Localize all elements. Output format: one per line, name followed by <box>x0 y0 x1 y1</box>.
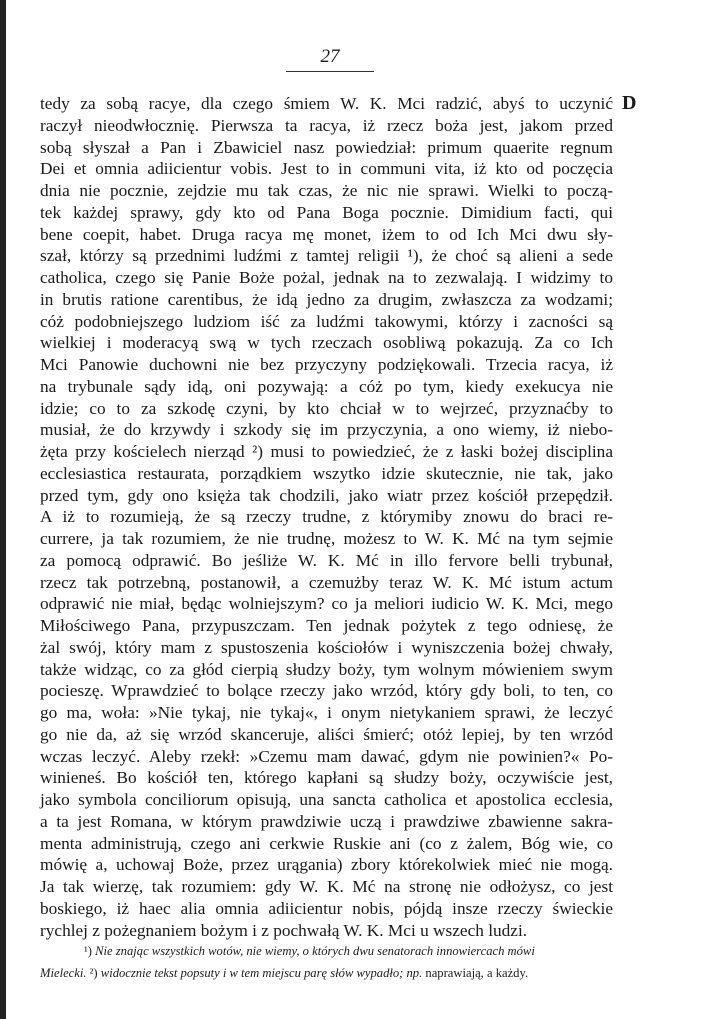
text-line: menta administrują, czego ani cerkwie Ruskie ani (co z żalem, Bóg wie, co <box>40 833 613 853</box>
text-line: Ja tak wierzę, tak rozumiem: gdy W. K. Mć na stronę nie odłożysz, co jest <box>40 877 613 896</box>
text-line: dnia nie pocznie, zejdzie mu tak czas, że nic nie sprawi. Wielki to począ- <box>40 181 613 200</box>
text-line: mówię a, uchowaj Boże, przez urągania) zbory którekolwiek mieć nie mogą. <box>40 855 613 875</box>
text-line: Miłościwego Pana, przypuszczam. Ten jednak pożytek z tego odniesę, że <box>40 616 613 635</box>
text-line: jako symbola conciliorum opisują, una sancta catholica et apostolica ecclesia, <box>40 790 613 809</box>
text-line: wczas leczyć. Aleby rzekł: »Czemu mam dawać, gdym nie powinien?« Po- <box>40 746 613 766</box>
text-line: catholica, czego się Panie Boże pożal, jednak na to zezwalają. I widzimy to <box>40 268 613 287</box>
text-line: Dei et omnia adiicientur vobis. Jest to in communi vita, iż kto od poczęcia <box>40 159 613 179</box>
text-line: boskiego, iż haec alia omnia adiicientur nobis, pójdą insze rzeczy świeckie <box>40 898 613 918</box>
text-line: currere, ja tak rozumiem, że nie trudnę, możesz to W. K. Mć na tym sejmie <box>40 529 613 548</box>
text-line: A iż to rozumieją, że są rzeczy trudne, z którymiby znowu do braci re- <box>40 507 613 527</box>
footnote-1-text: Nie znając wszystkich wotów, nie wiemy, o których dwu senatorach innowiercach mówi <box>95 944 535 958</box>
text-line: sobą słyszał a Pan i Zbawiciel nasz powiedział: primum quaerite regnum <box>40 137 613 157</box>
footnote-2-tail: naprawiają, a każdy. <box>425 966 529 980</box>
footnote-1 <box>40 940 613 962</box>
text-line: odprawić nie miał, będąc wolniejszym? co ja meliori iudicio W. K. Mci, mego <box>40 594 613 614</box>
text-line: a ta jest Romana, w którym prawdziwie uczą i prawdziwe zbawienne sakra- <box>40 811 613 831</box>
page-number-rule <box>286 71 374 72</box>
text-line: musiał, że do krzywdy i szkody się im przyczynia, a ono wiemy, iż niebo- <box>40 420 613 440</box>
text-line: Mci Panowie duchowni nie bez przyczyny podziękowali. Trzecia racya, iż <box>40 355 613 374</box>
text-line: rychlej z pożegnaniem bożym i z pochwałą W. K. Mci u wszech ludzi. <box>40 920 528 940</box>
text-line: ecclesiastica restaurata, porządkiem wszytko idzie skutecznie, nie tak, jako <box>40 463 613 483</box>
text-line: tek każdej sprawy, gdy kto od Pana Boga pocznie. Dimidium facti, qui <box>40 202 613 222</box>
text-line: wielkiej i moderacyą swą w tych rzeczach osobliwą pokazują. Za co Ich <box>40 333 613 353</box>
text-line: żal swój, który mam z spustoszenia kościołów i wyniszczenia bożej chwały, <box>40 637 613 657</box>
scan-edge <box>0 0 6 1019</box>
text-line: cóż podobniejszego ludziom iść za ludźmi takowymi, którzy i zacności są <box>40 311 613 331</box>
body-text <box>40 93 613 941</box>
text-line: żęta przy kościelech nierząd ²) musi to powiedzieć, że z łaski bożej disciplina <box>40 442 613 461</box>
text-line: tedy za sobą racye, dla czego śmiem W. K. Mci radzić, abyś to uczynić <box>40 94 613 113</box>
text-line: za pomocą odprawić. Bo jeśliże W. K. Mć in illo fervore belli trybunał, <box>40 550 613 570</box>
text-line: raczył nieodwłocznię. Pierwsza ta racya, iż rzecz boża jest, jakom przed <box>40 115 613 135</box>
text-line: przed tym, gdy ono księża tak chodzili, jako wiatr przez kościół przepędził. <box>40 485 613 505</box>
text-line: go nie da, aż się wrzód skanceruje, aliści śmierć; otóż lepiej, by ten wrzód <box>40 724 613 744</box>
text-line: pocieszę. Wprawdzieć to bolące rzeczy jako wrzód, który gdy boli, to ten, co <box>40 681 613 701</box>
text-line: idzie; co to za szkodę czyni, by kto chciał w to wejrzeć, przyznaćby to <box>40 398 613 418</box>
footnotes <box>40 940 613 984</box>
footnote-2-marker: ²) <box>89 966 98 980</box>
text-line: na trybunale sądy idą, oni pozywają: a cóż po tym, kiedy exekucya nie <box>40 376 613 396</box>
footnote-1-marker: ¹) <box>84 944 92 958</box>
text-line: go ma, woła: »Nie tykaj, nie tykaj«, i onym nietykaniem sprawi, że leczyć <box>40 703 613 722</box>
text-line: rzecz tak potrzebną, postanowił, a czemużby teraz W. K. Mć istum actum <box>40 572 613 592</box>
footnote-2 <box>40 962 613 984</box>
footnote-2-text: widocznie tekst popsuty i w tem miejscu parę słów wypadło; np. <box>100 966 423 980</box>
page-number: 27 <box>320 46 340 67</box>
footnote-1-continuation: Mielecki. <box>40 966 87 980</box>
text-line: także widząc, co za głód cierpią słudzy boży, tym wolnym mówieniem swym <box>40 659 613 679</box>
margin-mark: D <box>622 92 637 114</box>
text-line: szał, którzy są przednimi ludźmi z tamtej religii ¹), że choć są alieni a sede <box>40 246 613 266</box>
text-line: bene coepit, habet. Druga racya mę monet, iżem to od Ich Mci dwu sły- <box>40 224 613 244</box>
text-line: in brutis ratione carentibus, że idą jedno za drugim, zwłaszcza za wodzami; <box>40 289 613 309</box>
text-line: winieneś. Bo kościół ten, którego kapłani są słudzy boży, oczywiście jest, <box>40 768 613 788</box>
